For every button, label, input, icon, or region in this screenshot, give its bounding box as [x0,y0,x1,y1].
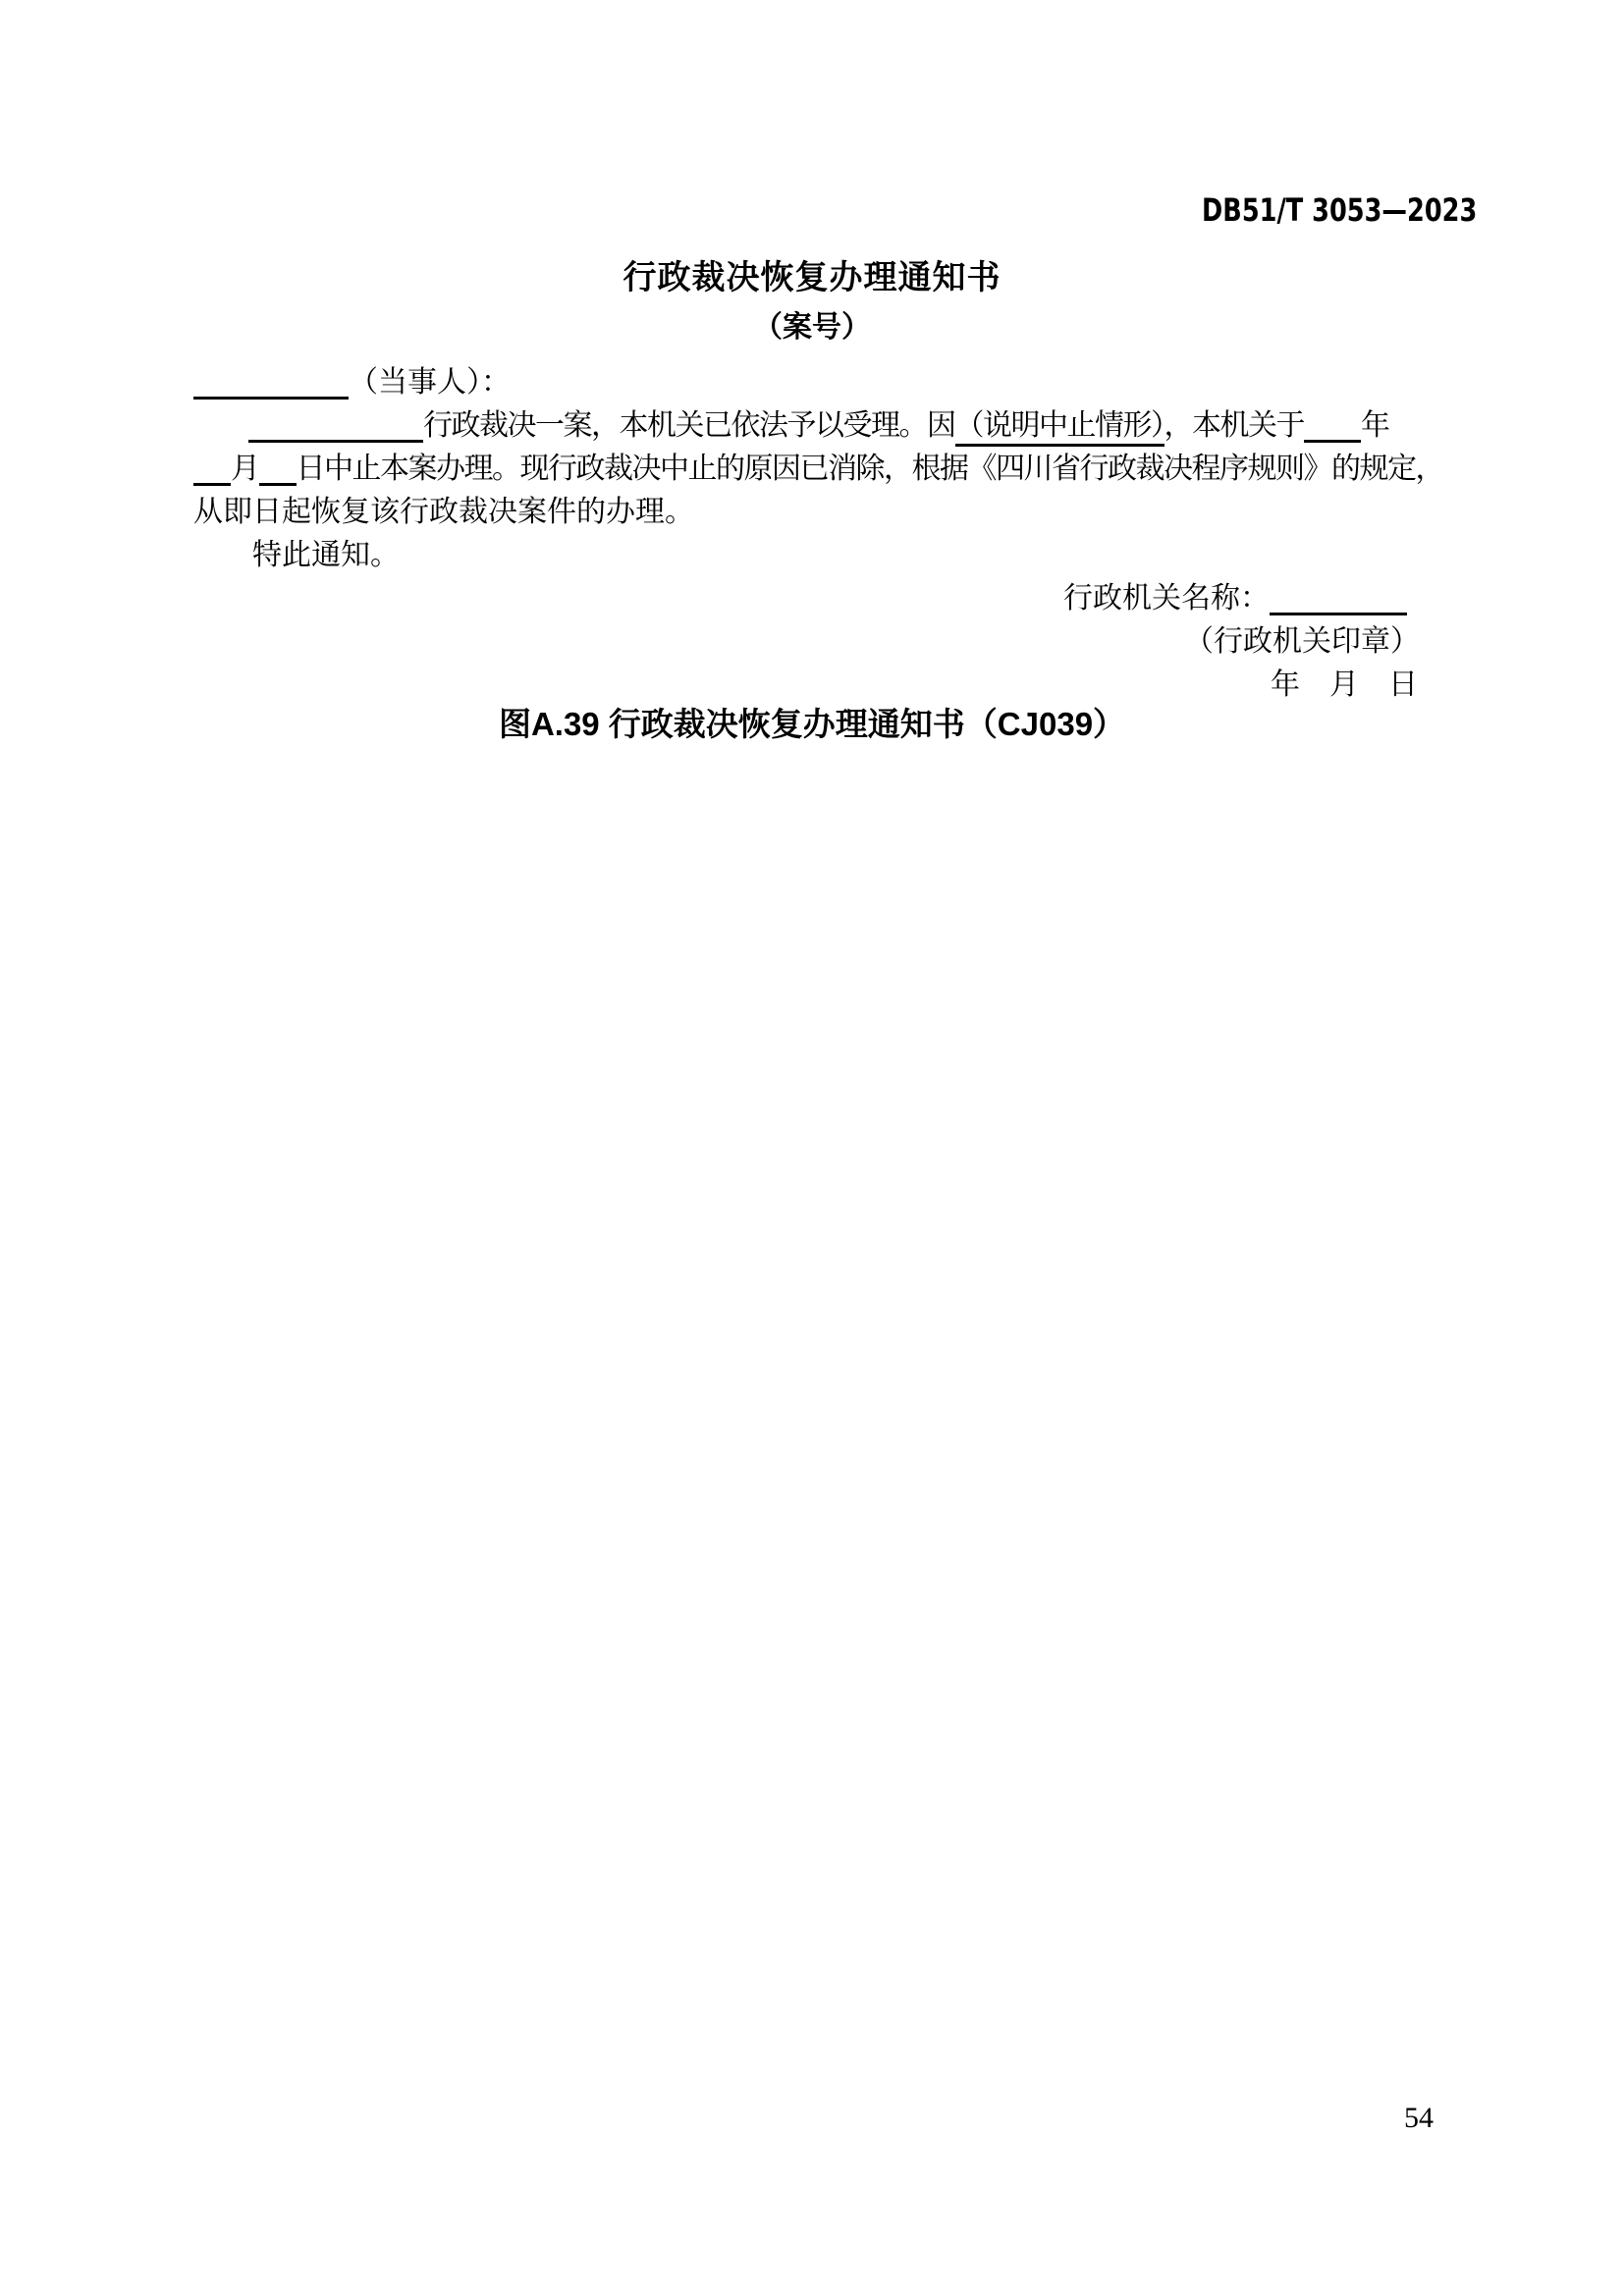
notice-body [193,361,1443,707]
seal-note: （行政机关印章） [1184,625,1420,658]
page-number: 54 [1404,2102,1434,2134]
paragraph-line-2 [193,448,1443,491]
figure-caption: 图A.39 行政裁决恢复办理通知书（CJ039） [498,706,1126,742]
year-char: 年 [1361,409,1389,442]
date-placeholder: 年 月 日 [1271,668,1418,701]
month-char: 月 [231,453,259,485]
after-reason-text: ，本机关于 [1164,409,1304,442]
party-name-blank-underline [193,367,349,400]
standard-code-header: DB51/T 3053—2023 [1201,191,1477,229]
signature-date-line [193,664,1434,707]
paragraph-line-3 [193,491,1434,534]
closing-line [193,534,1434,577]
notice-title: 行政裁决恢复办理通知书 [623,259,1001,296]
org-name-blank-underline [1270,583,1407,615]
org-name-label: 行政机关名称： [1063,582,1270,614]
closing-text: 特此通知。 [252,539,400,571]
party-suffix-label: （当事人）： [349,366,511,399]
signature-org-line [193,577,1434,620]
suspension-reason-placeholder: （说明中止情形） [955,409,1164,447]
month-blank-underline [193,454,231,486]
party-line [193,361,1434,404]
year-blank-underline [1304,410,1361,443]
day-blank-underline [259,454,297,486]
case-number-placeholder: （案号） [753,311,871,344]
paragraph-line-1 [193,404,1434,448]
case-title-blank-underline [248,410,423,443]
signature-seal-line [193,620,1434,664]
intro-text: 行政裁决一案，本机关已依法予以受理。因 [423,409,955,442]
resume-sentence: 从即日起恢复该行政裁决案件的办理。 [193,496,694,528]
after-day-text: 日中止本案办理。现行政裁决中止的原因已消除，根据《四川省行政裁决程序规则》的规定， [296,453,1443,485]
